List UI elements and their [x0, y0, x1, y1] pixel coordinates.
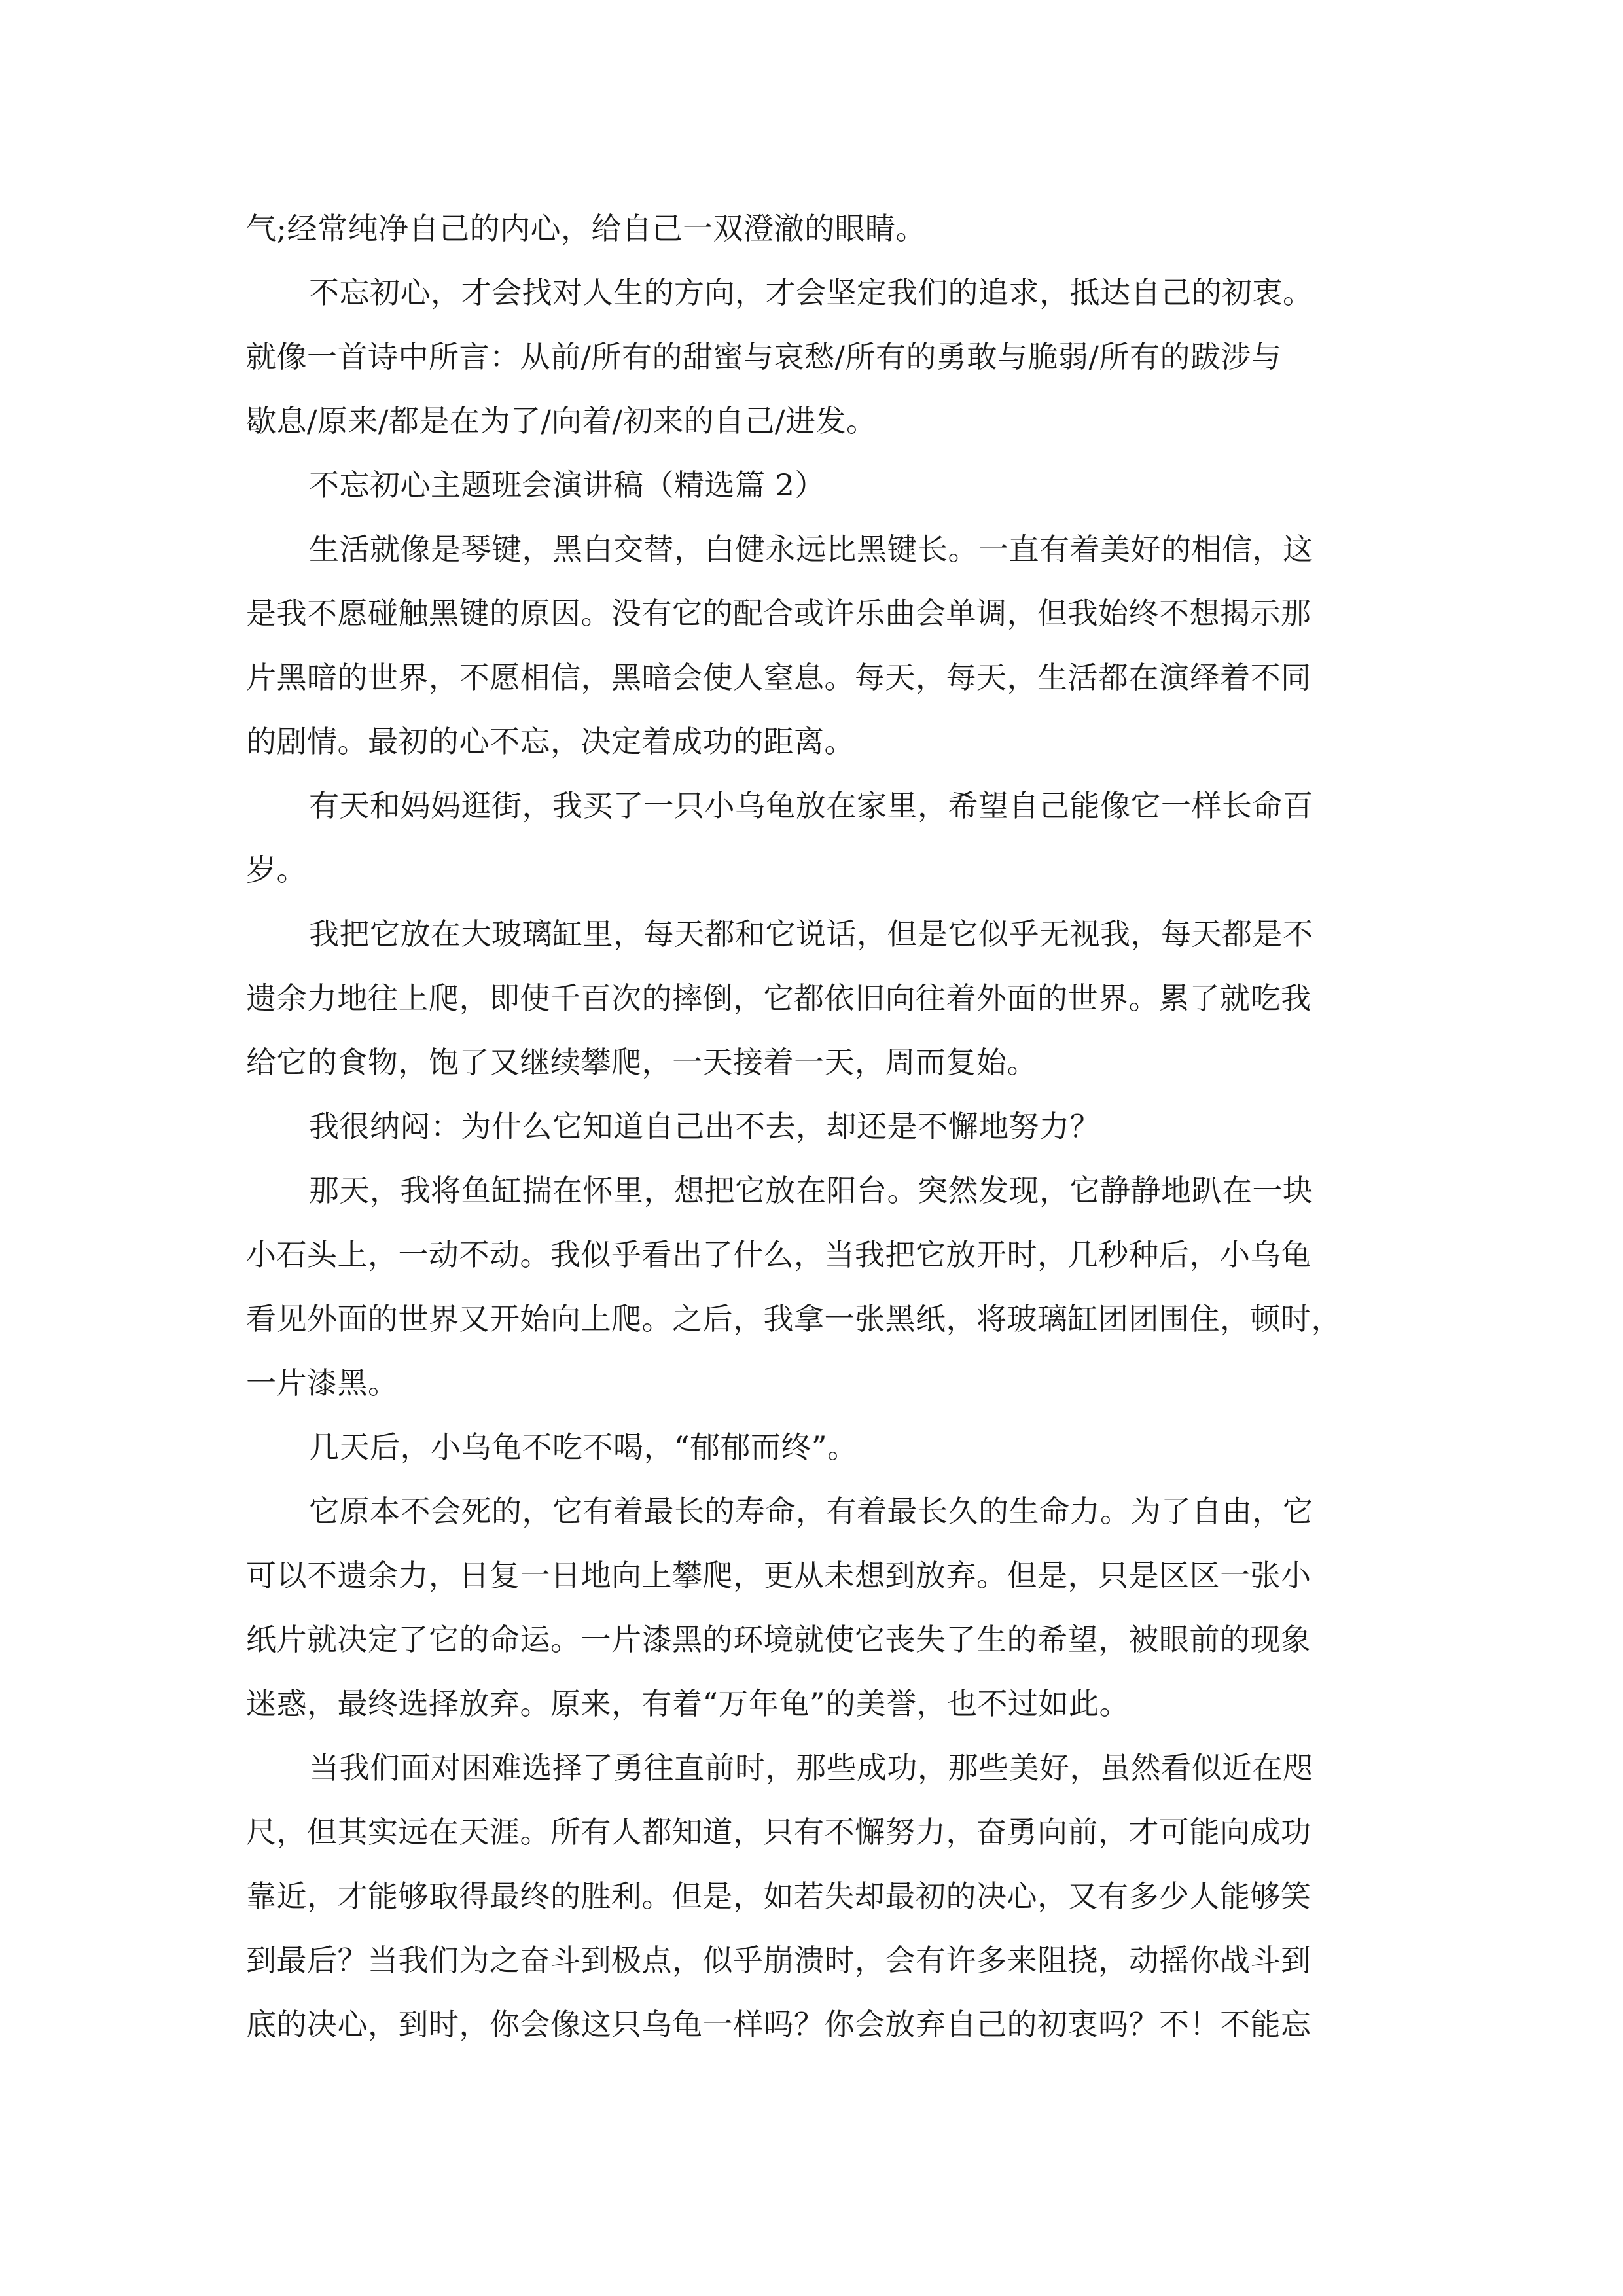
text-line: 几天后，小乌龟不吃不喝，“郁郁而终”。: [309, 1429, 858, 1465]
text-line: 是我不愿碰触黑键的原因。没有它的配合或许乐曲会单调，但我始终不想揭示那: [246, 596, 1311, 631]
text-line: 我很纳闷：为什么它知道自己出不去，却还是不懈地努力？: [309, 1109, 1100, 1144]
text-line: 歇息/原来/都是在为了/向着/初来的自己/进发。: [246, 403, 877, 439]
text-line: 尺，但其实远在天涯。所有人都知道，只有不懈努力，奋勇向前，才可能向成功: [246, 1814, 1311, 1850]
text-line: 靠近，才能够取得最终的胜利。但是，如若失却最初的决心，又有多少人能够笑: [246, 1878, 1311, 1914]
text-line: 的剧情。最初的心不忘，决定着成功的距离。: [246, 724, 855, 759]
text-line: 遗余力地往上爬，即使千百次的摔倒，它都依旧向往着外面的世界。累了就吃我: [246, 980, 1311, 1016]
text-line: 可以不遗余力，日复一日地向上攀爬，更从未想到放弃。但是，只是区区一张小: [246, 1558, 1311, 1593]
text-line: 片黑暗的世界，不愿相信，黑暗会使人窒息。每天，每天，生活都在演绎着不同: [246, 660, 1311, 695]
text-line: 不忘初心，才会找对人生的方向，才会坚定我们的追求，抵达自己的初衷。: [309, 275, 1313, 310]
section-heading: 不忘初心主题班会演讲稿（精选篇 2）: [309, 467, 825, 503]
text-line: 它原本不会死的，它有着最长的寿命，有着最长久的生命力。为了自由，它: [309, 1494, 1313, 1529]
text-line: 我把它放在大玻璃缸里，每天都和它说话，但是它似乎无视我，每天都是不: [309, 916, 1313, 952]
text-line: 一片漆黑。: [246, 1365, 399, 1401]
text-line: 迷惑，最终选择放弃。原来，有着“万年龟”的美誉，也不过如此。: [246, 1686, 1130, 1721]
text-line: 纸片就决定了它的命运。一片漆黑的环境就使它丧失了生的希望，被眼前的现象: [246, 1622, 1311, 1657]
text-line: 到最后？当我们为之奋斗到极点，似乎崩溃时，会有许多来阻挠，动摇你战斗到: [246, 1943, 1311, 1978]
text-line: 给它的食物，饱了又继续攀爬，一天接着一天，周而复始。: [246, 1045, 1037, 1080]
text-line: 有天和妈妈逛街，我买了一只小乌龟放在家里，希望自己能像它一样长命百: [309, 788, 1313, 823]
text-line: 岁。: [246, 852, 307, 888]
document-page: [246, 196, 1382, 2056]
text-line: 就像一首诗中所言：从前/所有的甜蜜与哀愁/所有的勇敢与脆弱/所有的跋涉与: [246, 339, 1282, 374]
text-line: 小石头上，一动不动。我似乎看出了什么，当我把它放开时，几秒种后，小乌龟: [246, 1237, 1311, 1272]
text-line: 底的决心，到时，你会像这只乌龟一样吗？你会放弃自己的初衷吗？不！不能忘: [246, 2007, 1311, 2042]
text-line: 那天，我将鱼缸揣在怀里，想把它放在阳台。突然发现，它静静地趴在一块: [309, 1173, 1313, 1208]
text-line: 当我们面对困难选择了勇往直前时，那些成功，那些美好，虽然看似近在咫: [309, 1750, 1313, 1785]
text-line: 气;经常纯净自己的内心，给自己一双澄澈的眼睛。: [246, 211, 926, 246]
text-line: 生活就像是琴键，黑白交替，白健永远比黑键长。一直有着美好的相信，这: [309, 531, 1313, 567]
text-line: 看见外面的世界又开始向上爬。之后，我拿一张黑纸，将玻璃缸团团围住，顿时，: [246, 1301, 1342, 1336]
